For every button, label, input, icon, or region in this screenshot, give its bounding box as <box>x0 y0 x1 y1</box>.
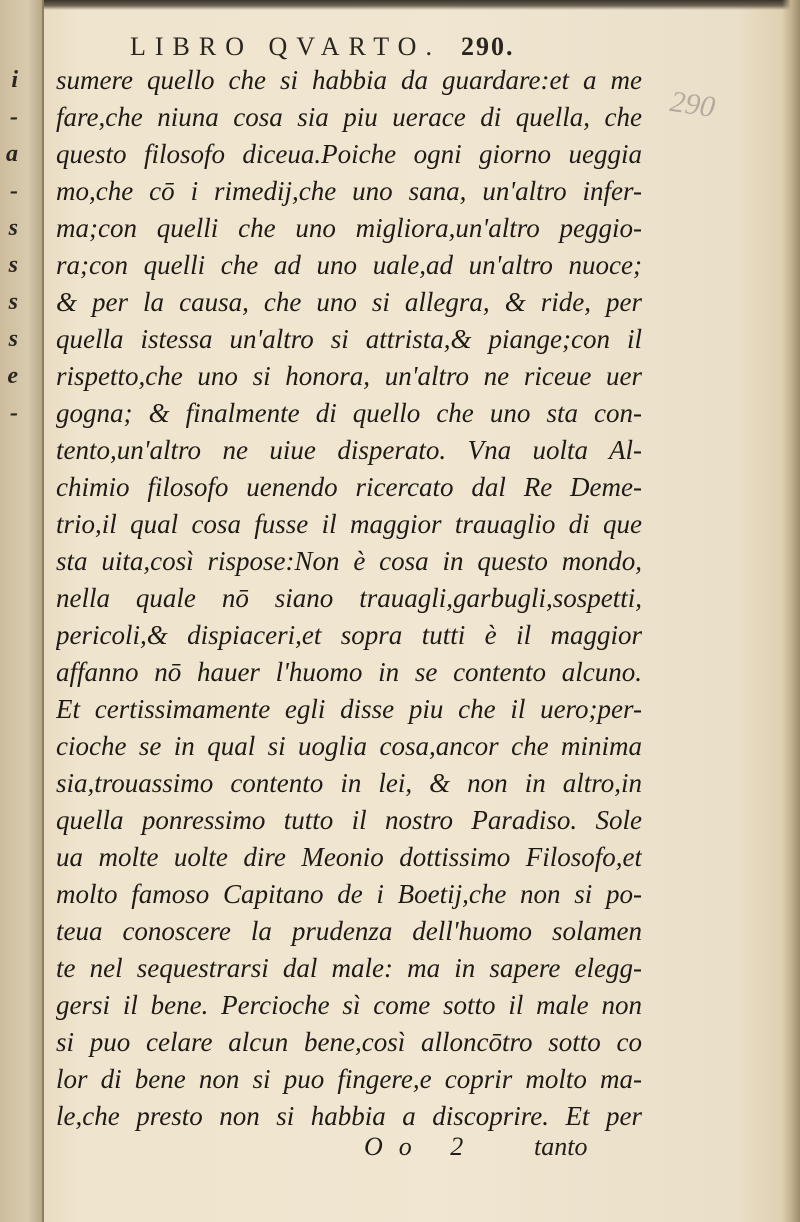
facing-page-edge <box>0 0 44 1222</box>
text-line: gogna; & finalmente di quello che uno sta con- <box>56 398 642 428</box>
text-line: lor di bene non si puo fingere,e coprir molto ma- <box>56 1064 642 1094</box>
body-text <box>56 62 642 1135</box>
fragment-line: a <box>6 141 18 167</box>
fragment-line: i <box>11 67 18 93</box>
fragment-line: - <box>10 178 18 204</box>
folio-number: 290. <box>460 32 515 61</box>
fragment-line: s <box>8 252 18 278</box>
text-line: te nel sequestrarsi dal male: ma in sapere elegg- <box>56 953 642 983</box>
page-right-edge <box>782 0 800 1222</box>
text-line: fare,che niuna cosa sia piu uerace di quella, che <box>56 102 642 132</box>
text-line: cioche se in qual si uoglia cosa,ancor che minima <box>56 731 642 761</box>
fragment-line: s <box>8 289 18 315</box>
text-line: questo filosofo diceua.Poiche ogni giorno ueggia <box>56 139 642 169</box>
text-line: sumere quello che si habbia da guardare:et a me <box>56 65 642 95</box>
running-head-title: LIBRO QVARTO. <box>130 32 441 61</box>
text-line: teua conoscere la prudenza dell'huomo solamen <box>56 916 642 946</box>
text-line: trio,il qual cosa fusse il maggior trauaglio di que <box>56 509 642 539</box>
text-line: chimio filosofo uenendo ricercato dal Re Deme- <box>56 472 642 502</box>
page-footer <box>0 1132 800 1168</box>
fragment-line: - <box>10 400 18 426</box>
text-line: si puo celare alcun bene,così alloncōtro sotto co <box>56 1027 642 1057</box>
fragment-line: s <box>8 215 18 241</box>
fragment-line: - <box>10 104 18 130</box>
text-line: nella quale nō siano trauagli,garbugli,sospetti, <box>56 583 642 613</box>
fragment-line: s <box>8 326 18 352</box>
signature-mark: Oo 2 <box>364 1132 480 1161</box>
text-line: le,che presto non si habbia a discoprire. Et per <box>56 1101 642 1131</box>
fragment-line: e <box>7 363 18 389</box>
text-line: Et certissimamente egli disse piu che il uero;per- <box>56 694 642 724</box>
text-line: ma;con quelli che uno migliora,un'altro peggio- <box>56 213 642 243</box>
pencil-margin-note: 290 <box>667 85 718 124</box>
text-line: molto famoso Capitano de i Boetij,che non si po- <box>56 879 642 909</box>
text-line: affanno nō hauer l'huomo in se contento alcuno. <box>56 657 642 687</box>
running-head <box>130 30 514 64</box>
text-line: pericoli,& dispiaceri,et sopra tutti è il maggior <box>56 620 642 650</box>
text-line: rispetto,che uno si honora, un'altro ne riceue uer <box>56 361 642 391</box>
text-line: ra;con quelli che ad uno uale,ad un'altro nuoce; <box>56 250 642 280</box>
text-line: sta uita,così rispose:Non è cosa in questo mondo, <box>56 546 642 576</box>
page-top-edge <box>0 0 800 10</box>
text-line: ua molte uolte dire Meonio dottissimo Filosofo,et <box>56 842 642 872</box>
text-line: gersi il bene. Percioche sì come sotto il male non <box>56 990 642 1020</box>
text-line: & per la causa, che uno si allegra, & ride, per <box>56 287 642 317</box>
catchword: tanto <box>534 1132 588 1161</box>
text-line: tento,un'altro ne uiue disperato. Vna uolta Al- <box>56 435 642 465</box>
text-line: sia,trouassimo contento in lei, & non in altro,in <box>56 768 642 798</box>
text-line: quella ponressimo tutto il nostro Paradiso. Sole <box>56 805 642 835</box>
text-line: mo,che cō i rimedij,che uno sana, un'altro infer- <box>56 176 642 206</box>
facing-page-fragments <box>0 62 18 432</box>
text-line: quella istessa un'altro si attrista,& piange;con il <box>56 324 642 354</box>
